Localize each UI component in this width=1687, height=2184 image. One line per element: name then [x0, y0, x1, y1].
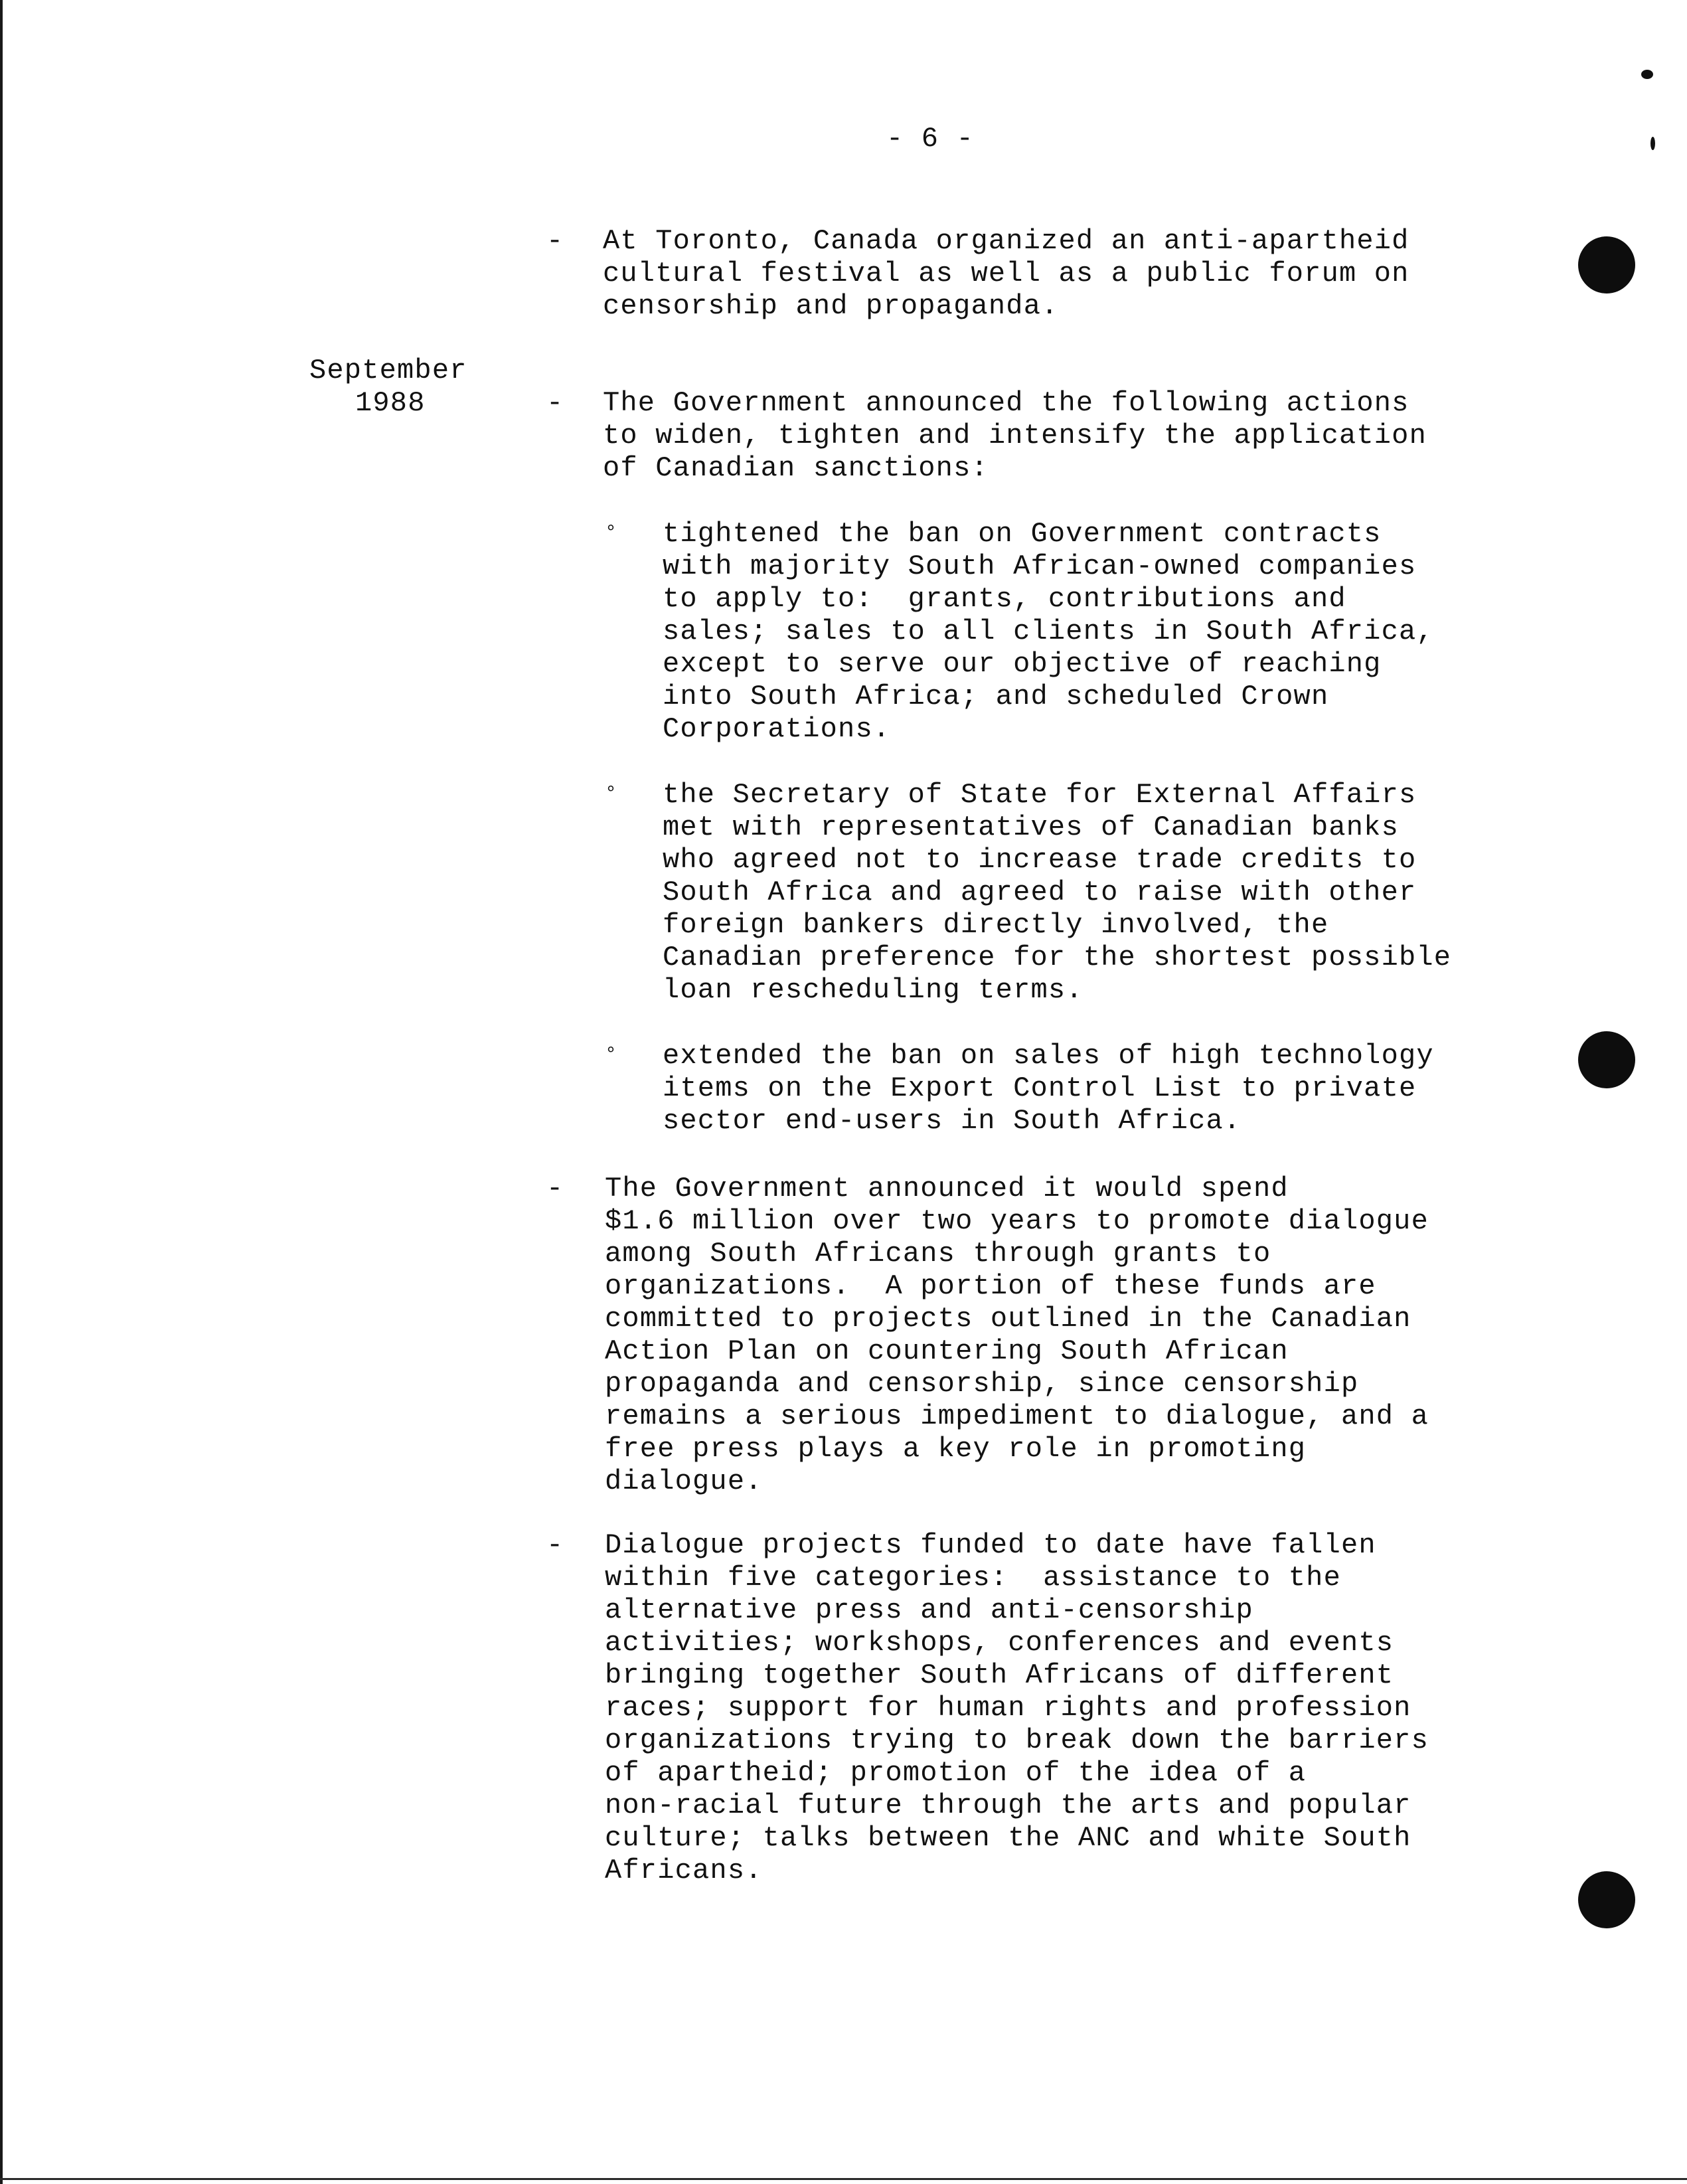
entry-dash: -	[546, 1173, 564, 1205]
text-line: The Government announced it would spend	[605, 1173, 1289, 1205]
scan-speck-2	[1650, 137, 1655, 150]
text-line: extended the ban on sales of high technology	[663, 1040, 1434, 1072]
text-line: The Government announced the following actions	[603, 387, 1409, 419]
text-line: with majority South African-owned companies	[663, 550, 1417, 582]
text-line: culture; talks between the ANC and white South	[605, 1822, 1411, 1854]
scan-left-edge	[0, 0, 3, 2184]
text-line: tightened the ban on Government contracts	[663, 518, 1382, 550]
text-line: remains a serious impediment to dialogue, and a	[605, 1400, 1429, 1432]
page-number: - 6 -	[886, 123, 975, 155]
text-line: Corporations.	[663, 713, 891, 745]
text-line: propaganda and censorship, since censorship	[605, 1368, 1359, 1400]
text-line: committed to projects outlined in the Canadian	[605, 1303, 1411, 1335]
text-line: loan rescheduling terms.	[663, 974, 1084, 1006]
text-line: the Secretary of State for External Affairs	[663, 779, 1417, 811]
text-line: races; support for human rights and profession	[605, 1692, 1411, 1724]
text-line: $1.6 million over two years to promote dialogue	[605, 1205, 1429, 1237]
degree-bullet: °	[605, 1044, 617, 1066]
text-line: met with representatives of Canadian banks	[663, 811, 1399, 843]
text-line: free press plays a key role in promoting	[605, 1433, 1307, 1465]
punch-hole-2	[1578, 1031, 1635, 1088]
text-line: censorship and propaganda.	[603, 290, 1059, 322]
scan-bottom-edge	[0, 2178, 1687, 2180]
text-line: cultural festival as well as a public forum on	[603, 258, 1409, 290]
text-line: organizations. A portion of these funds are	[605, 1270, 1376, 1302]
text-line: non-racial future through the arts and popular	[605, 1790, 1411, 1821]
text-line: bringing together South Africans of different	[605, 1659, 1394, 1691]
text-line: At Toronto, Canada organized an anti-apartheid	[603, 225, 1409, 257]
text-line: Africans.	[605, 1855, 763, 1887]
text-line: activities; workshops, conferences and events	[605, 1627, 1394, 1659]
text-line: dialogue.	[605, 1466, 763, 1497]
text-line: Dialogue projects funded to date have fallen	[605, 1529, 1376, 1561]
text-line: to apply to: grants, contributions and	[663, 583, 1346, 615]
text-line: Action Plan on countering South African	[605, 1335, 1289, 1367]
text-line: of apartheid; promotion of the idea of a	[605, 1757, 1307, 1789]
degree-bullet: °	[605, 783, 617, 805]
text-line: Canadian preference for the shortest possible	[663, 942, 1452, 973]
text-line: foreign bankers directly involved, the	[663, 909, 1329, 941]
punch-hole-3	[1578, 1871, 1635, 1928]
scan-speck-1	[1641, 70, 1653, 79]
degree-bullet: °	[605, 522, 617, 545]
text-line: sector end-users in South Africa.	[663, 1105, 1242, 1137]
date-year: 1988	[355, 387, 426, 419]
text-line: of Canadian sanctions:	[603, 452, 989, 484]
date-month: September	[309, 355, 467, 386]
text-line: items on the Export Control List to private	[663, 1072, 1417, 1104]
text-line: into South Africa; and scheduled Crown	[663, 681, 1329, 713]
text-line: organizations trying to break down the barriers	[605, 1724, 1429, 1756]
text-line: within five categories: assistance to the	[605, 1562, 1341, 1594]
text-line: alternative press and anti-censorship	[605, 1594, 1253, 1626]
text-line: who agreed not to increase trade credits to	[663, 844, 1417, 876]
entry-dash: -	[546, 225, 564, 257]
text-line: to widen, tighten and intensify the application	[603, 420, 1427, 452]
entry-dash: -	[546, 1529, 564, 1561]
punch-hole-1	[1578, 236, 1635, 294]
entry-dash: -	[546, 387, 564, 419]
text-line: sales; sales to all clients in South Africa,	[663, 616, 1434, 647]
text-line: South Africa and agreed to raise with other	[663, 877, 1417, 908]
text-line: among South Africans through grants to	[605, 1238, 1271, 1270]
text-line: except to serve our objective of reaching	[663, 648, 1382, 680]
